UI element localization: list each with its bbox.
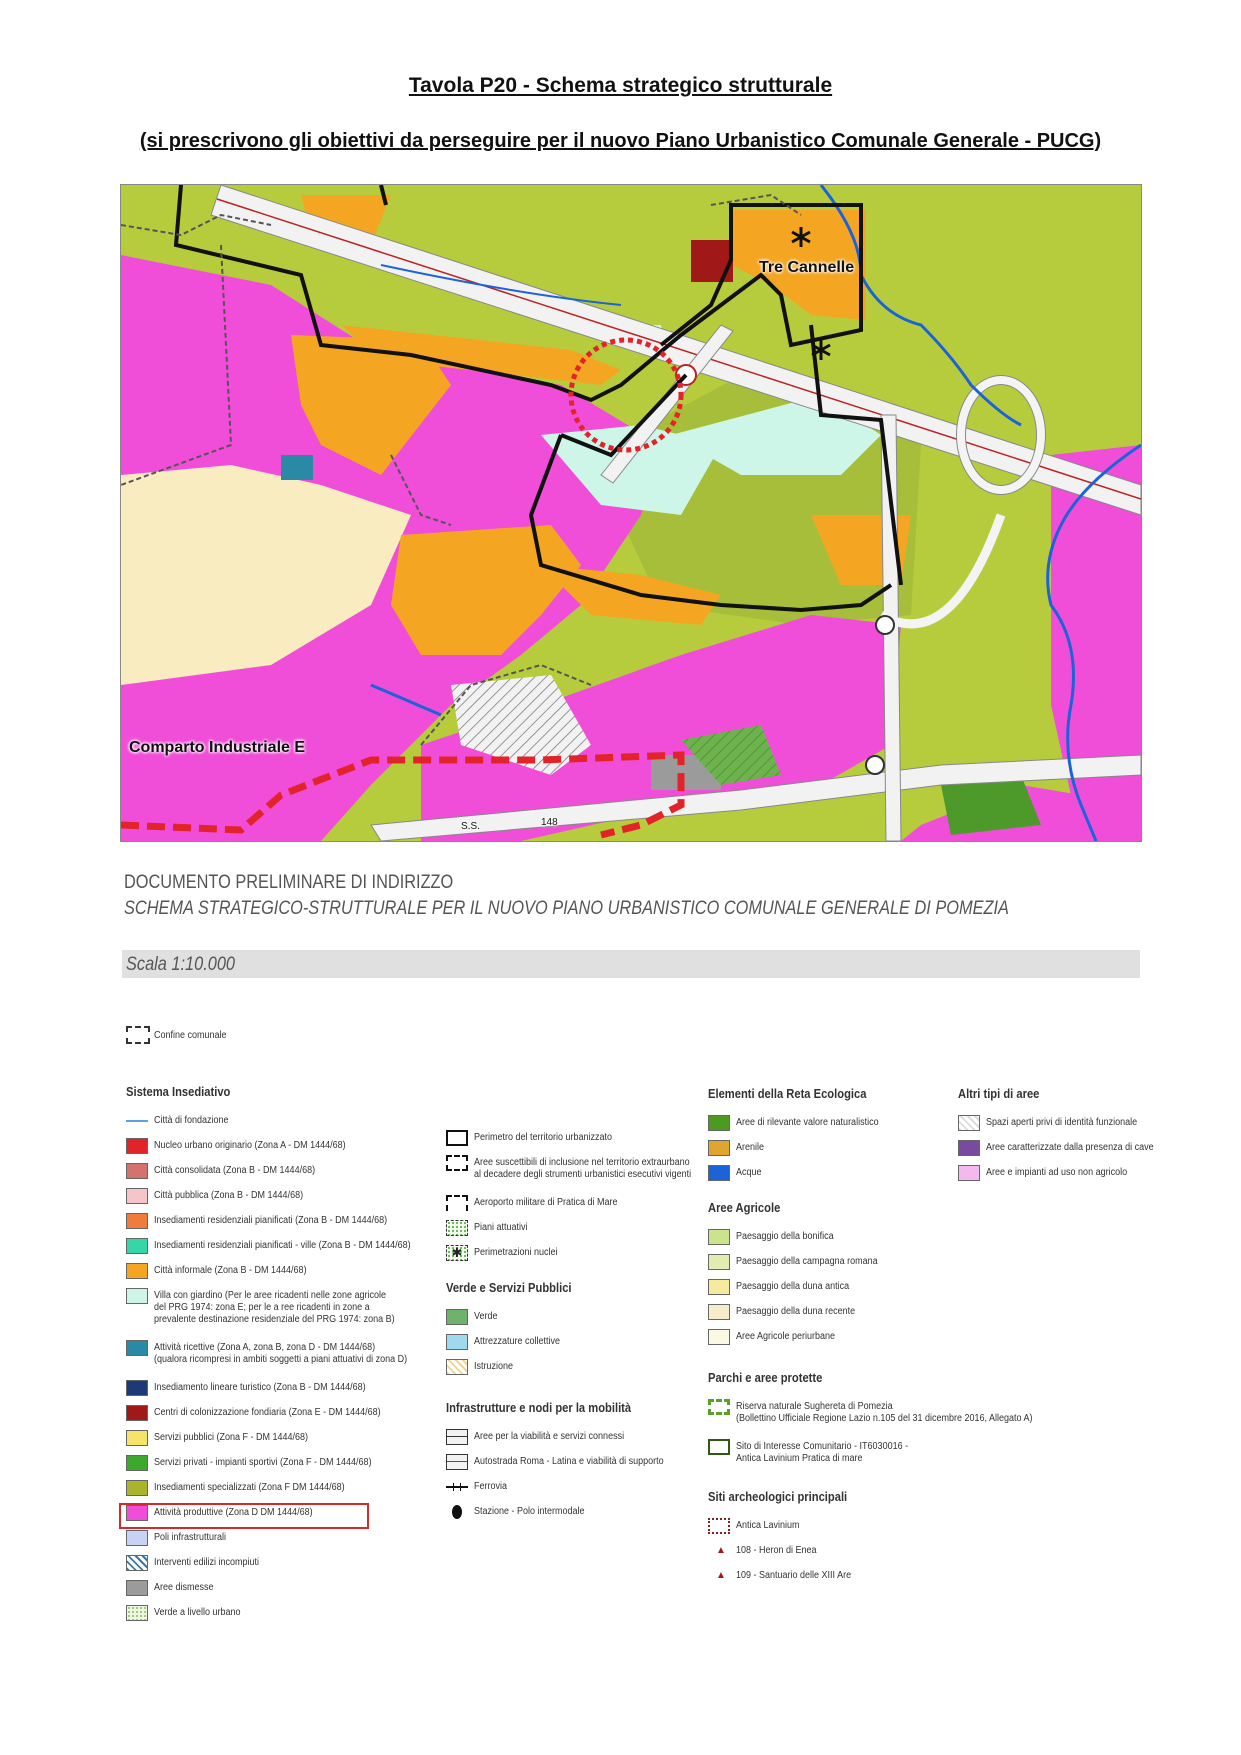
- legend-item-label: Città consolidata (Zona B - DM 1444/68): [154, 1165, 316, 1176]
- legend-item-label: Spazi aperti privi di identità funzionale: [986, 1117, 1138, 1128]
- legend-item: [708, 1254, 1065, 1279]
- legend-item-label: Acque: [736, 1167, 762, 1178]
- document-heading: DOCUMENTO PRELIMINARE DI INDIRIZZO: [124, 872, 454, 893]
- legend-item-label: Aree e impianti ad uso non agricolo: [986, 1167, 1128, 1178]
- legend-item-label: Attività ricettive (Zona A, zona B, zona D - DM 1444/68) (qualora ricompresi in ambiti soggetti a piani attuativi di zona D): [154, 1342, 408, 1365]
- legend-item-label: Servizi pubblici (Zona F - DM 1444/68): [154, 1432, 309, 1443]
- legend-item-label: Poli infrastrutturali: [154, 1532, 227, 1543]
- legend-item-label: Città pubblica (Zona B - DM 1444/68): [154, 1190, 304, 1201]
- legend-item: [446, 1334, 715, 1359]
- legend-item: [446, 1220, 715, 1245]
- legend-item-label: Antica Lavinium: [736, 1520, 800, 1531]
- legend-section-title: Siti archeologici principali: [708, 1489, 848, 1504]
- legend-swatch: [958, 1115, 980, 1131]
- legend-swatch: [708, 1229, 730, 1245]
- legend-item: [708, 1399, 1065, 1439]
- legend-item-label: 109 - Santuario delle XIII Are: [736, 1570, 852, 1581]
- legend-item: [126, 1213, 439, 1238]
- legend-item-label: Perimetrazioni nuclei: [474, 1247, 558, 1258]
- legend-item: [126, 1163, 439, 1188]
- legend-swatch: [126, 1138, 148, 1154]
- road-148-label: 148: [541, 817, 558, 828]
- legend-item: [126, 1138, 439, 1163]
- legend-item-label: Aree caratterizzate dalla presenza di cave: [986, 1142, 1154, 1153]
- legend-item: [446, 1454, 715, 1479]
- legend-swatch: [126, 1530, 148, 1546]
- legend-swatch: ✱: [446, 1245, 468, 1261]
- confine-swatch: [126, 1026, 148, 1042]
- legend-swatch: [446, 1130, 468, 1146]
- legend-item-label: Piani attuativi: [474, 1222, 528, 1233]
- legend-section-title: Parchi e aree protette: [708, 1370, 823, 1385]
- legend-swatch: [446, 1334, 468, 1350]
- legend-item: [446, 1130, 715, 1155]
- legend-item: [958, 1115, 1172, 1140]
- scale-label: Scala 1:10.000: [126, 954, 236, 975]
- legend-item-label: Ferrovia: [474, 1481, 508, 1492]
- legend-item: [126, 1113, 439, 1138]
- legend-swatch: [708, 1304, 730, 1320]
- legend-swatch: [126, 1113, 148, 1129]
- legend-swatch: [126, 1430, 148, 1446]
- page-title: Tavola P20 - Schema strategico strutturale: [408, 74, 833, 97]
- legend-item-label: Villa con giardino (Per le aree ricadenti nelle zone agricole del PRG 1974: zona E; per le a ree ricadenti in zone a prevalente destinazione residenziale del PRG 1974: zona B): [154, 1290, 395, 1325]
- legend-swatch: [126, 1263, 148, 1279]
- legend-swatch: [708, 1329, 730, 1345]
- legend-swatch: [708, 1279, 730, 1295]
- legend-item: [446, 1359, 715, 1384]
- legend-item-label: Aree Agricole periurbane: [736, 1331, 836, 1342]
- legend-swatch: [126, 1213, 148, 1229]
- legend-swatch: [958, 1165, 980, 1181]
- legend-item: [126, 1340, 439, 1380]
- legend-perimetri: [446, 1130, 715, 1529]
- legend-item: [126, 1605, 439, 1630]
- legend-swatch: [126, 1380, 148, 1396]
- legend-swatch: ▲: [716, 1545, 726, 1556]
- legend-swatch: [126, 1555, 148, 1571]
- confine-label: Confine comunale: [154, 1030, 227, 1041]
- legend-item-label: Riserva naturale Sughereta di Pomezia (Bollettino Ufficiale Regione Lazio n.105 del 31 dicembre 2016, Allegato A): [736, 1401, 1033, 1424]
- legend-swatch: [446, 1504, 468, 1520]
- legend-swatch: [708, 1165, 730, 1181]
- zoning-map[interactable]: [120, 184, 1142, 842]
- legend-swatch: [126, 1238, 148, 1254]
- legend-item: [126, 1188, 439, 1213]
- legend-item-label: Paesaggio della campagna romana: [736, 1256, 878, 1267]
- legend-item-label: Aeroporto militare di Pratica di Mare: [474, 1197, 618, 1208]
- legend-item-label: Paesaggio della duna recente: [736, 1306, 856, 1317]
- legend-item: [126, 1455, 439, 1480]
- legend-section-title: Infrastrutture e nodi per la mobilità: [446, 1400, 632, 1415]
- legend-item: [126, 1480, 439, 1505]
- legend-item: [446, 1155, 715, 1195]
- legend-item-label: Autostrada Roma - Latina e viabilità di supporto: [474, 1456, 664, 1467]
- legend-swatch: [708, 1399, 730, 1415]
- legend-swatch: [708, 1439, 730, 1455]
- legend-item-label: Aree di rilevante valore naturalistico: [736, 1117, 879, 1128]
- legend-section-title: Sistema Insediativo: [126, 1084, 231, 1099]
- comparto-industriale-label: Comparto Industriale E: [129, 739, 306, 756]
- legend-item-label: Verde: [474, 1311, 498, 1322]
- legend-item-label: Interventi edilizi incompiuti: [154, 1557, 260, 1568]
- legend-item-label: Paesaggio della duna antica: [736, 1281, 850, 1292]
- legend-item-label: Attività produttive (Zona D DM 1444/68): [154, 1507, 313, 1518]
- legend-swatch: [446, 1220, 468, 1236]
- legend-item: [958, 1140, 1172, 1165]
- legend-item-label: Aree per la viabilità e servizi connessi: [474, 1431, 625, 1442]
- legend-item: [446, 1195, 715, 1220]
- legend-section-title: Altri tipi di aree: [958, 1086, 1040, 1101]
- tre-cannelle-label: Tre Cannelle: [759, 259, 855, 276]
- legend-swatch: [446, 1454, 468, 1470]
- legend-swatch: [446, 1429, 468, 1445]
- legend-item-label: Arenile: [736, 1142, 765, 1153]
- legend-item: [958, 1165, 1172, 1190]
- legend-item-label: Città di fondazione: [154, 1115, 229, 1126]
- legend-swatch: [446, 1195, 468, 1211]
- legend-item-label: Perimetro del territorio urbanizzato: [474, 1132, 613, 1143]
- legend-item-label: Sito di Interesse Comunitario - IT6030016 - Antica Lavinium Pratica di mare: [736, 1441, 909, 1464]
- legend-item: [126, 1405, 439, 1430]
- legend-item: [126, 1555, 439, 1580]
- legend-altri-tipi: [958, 1086, 1172, 1190]
- legend-item-label: Insediamento lineare turistico (Zona B - DM 1444/68): [154, 1382, 366, 1393]
- legend-item-label: Insediamenti specializzati (Zona F DM 1444/68): [154, 1482, 345, 1493]
- legend-item-label: 108 - Heron di Enea: [736, 1545, 817, 1556]
- legend-section-title: Aree Agricole: [708, 1200, 781, 1215]
- legend-item: [126, 1380, 439, 1405]
- legend-item: [708, 1279, 1065, 1304]
- legend-item-label: Centri di colonizzazione fondiaria (Zona E - DM 1444/68): [154, 1407, 381, 1418]
- legend-item: [708, 1439, 1065, 1479]
- legend-swatch: [126, 1163, 148, 1179]
- legend-item-label: Insediamenti residenziali pianificati (Zona B - DM 1444/68): [154, 1215, 388, 1226]
- legend-swatch: [958, 1140, 980, 1156]
- legend-item: [708, 1329, 1065, 1354]
- legend-item: [126, 1288, 439, 1340]
- legend-item-label: Servizi privati - impianti sportivi (Zona F - DM 1444/68): [154, 1457, 372, 1468]
- legend-swatch: [126, 1340, 148, 1356]
- legend-item-label: Attrezzature collettive: [474, 1336, 561, 1347]
- legend-section-title: Elementi della Reta Ecologica: [708, 1086, 867, 1101]
- legend-swatch: [708, 1254, 730, 1270]
- legend-swatch: [126, 1455, 148, 1471]
- legend-swatch: [708, 1115, 730, 1131]
- legend-item: [708, 1543, 1065, 1568]
- legend-item-label: Istruzione: [474, 1361, 514, 1372]
- legend-item-label: Paesaggio della bonifica: [736, 1231, 834, 1242]
- legend-swatch: [446, 1155, 468, 1171]
- legend-item: [446, 1429, 715, 1454]
- document-subheading: SCHEMA STRATEGICO-STRUTTURALE PER IL NUOVO PIANO URBANISTICO COMUNALE GENERALE DI POMEZIA: [124, 898, 1009, 919]
- legend-item-label: Città informale (Zona B - DM 1444/68): [154, 1265, 307, 1276]
- legend-swatch: [446, 1359, 468, 1375]
- page-subtitle: (si prescrivono gli obiettivi da perseguire per il nuovo Piano Urbanistico Comunale Generale - PUCG): [139, 130, 1102, 152]
- legend-swatch: [708, 1518, 730, 1534]
- legend-section-title: Verde e Servizi Pubblici: [446, 1280, 572, 1295]
- legend-item: [126, 1430, 439, 1455]
- legend-confine: [126, 1026, 235, 1051]
- legend-item-label: Nucleo urbano originario (Zona A - DM 1444/68): [154, 1140, 346, 1151]
- legend-item: [126, 1263, 439, 1288]
- legend-item-label: Aree dismesse: [154, 1582, 214, 1593]
- legend-item-label: Aree suscettibili di inclusione nel territorio extraurbano al decadere degli strumenti urbanistici esecutivi vigenti: [474, 1157, 692, 1180]
- legend-item: [446, 1309, 715, 1334]
- scale-bar: [122, 950, 1140, 978]
- legend-item: [446, 1504, 715, 1529]
- highlight-attivita-produttive: [119, 1503, 369, 1529]
- legend-swatch: [708, 1140, 730, 1156]
- legend-item: [446, 1245, 715, 1270]
- legend-swatch: [126, 1605, 148, 1621]
- legend-sistema-insediativo: [126, 1084, 439, 1630]
- legend-item: [126, 1530, 439, 1555]
- legend-swatch: [126, 1580, 148, 1596]
- legend-swatch: [446, 1309, 468, 1325]
- legend-swatch: [126, 1405, 148, 1421]
- legend-item: [708, 1304, 1065, 1329]
- legend-item: [708, 1518, 1065, 1543]
- legend-item: [126, 1238, 439, 1263]
- legend-swatch: [126, 1480, 148, 1496]
- legend-item: [708, 1568, 1065, 1593]
- legend-item-label: Insediamenti residenziali pianificati - ville (Zona B - DM 1444/68): [154, 1240, 411, 1251]
- legend-swatch: [446, 1479, 468, 1495]
- legend-item-label: Stazione - Polo intermodale: [474, 1506, 585, 1517]
- legend-swatch: ▲: [716, 1570, 726, 1581]
- legend-item-label: Verde a livello urbano: [154, 1607, 241, 1618]
- legend-swatch: [126, 1188, 148, 1204]
- road-ss-label: S.S.: [461, 821, 480, 832]
- legend-item: [446, 1479, 715, 1504]
- legend-item: [708, 1229, 1065, 1254]
- legend-item: [126, 1580, 439, 1605]
- legend-swatch: [126, 1288, 148, 1304]
